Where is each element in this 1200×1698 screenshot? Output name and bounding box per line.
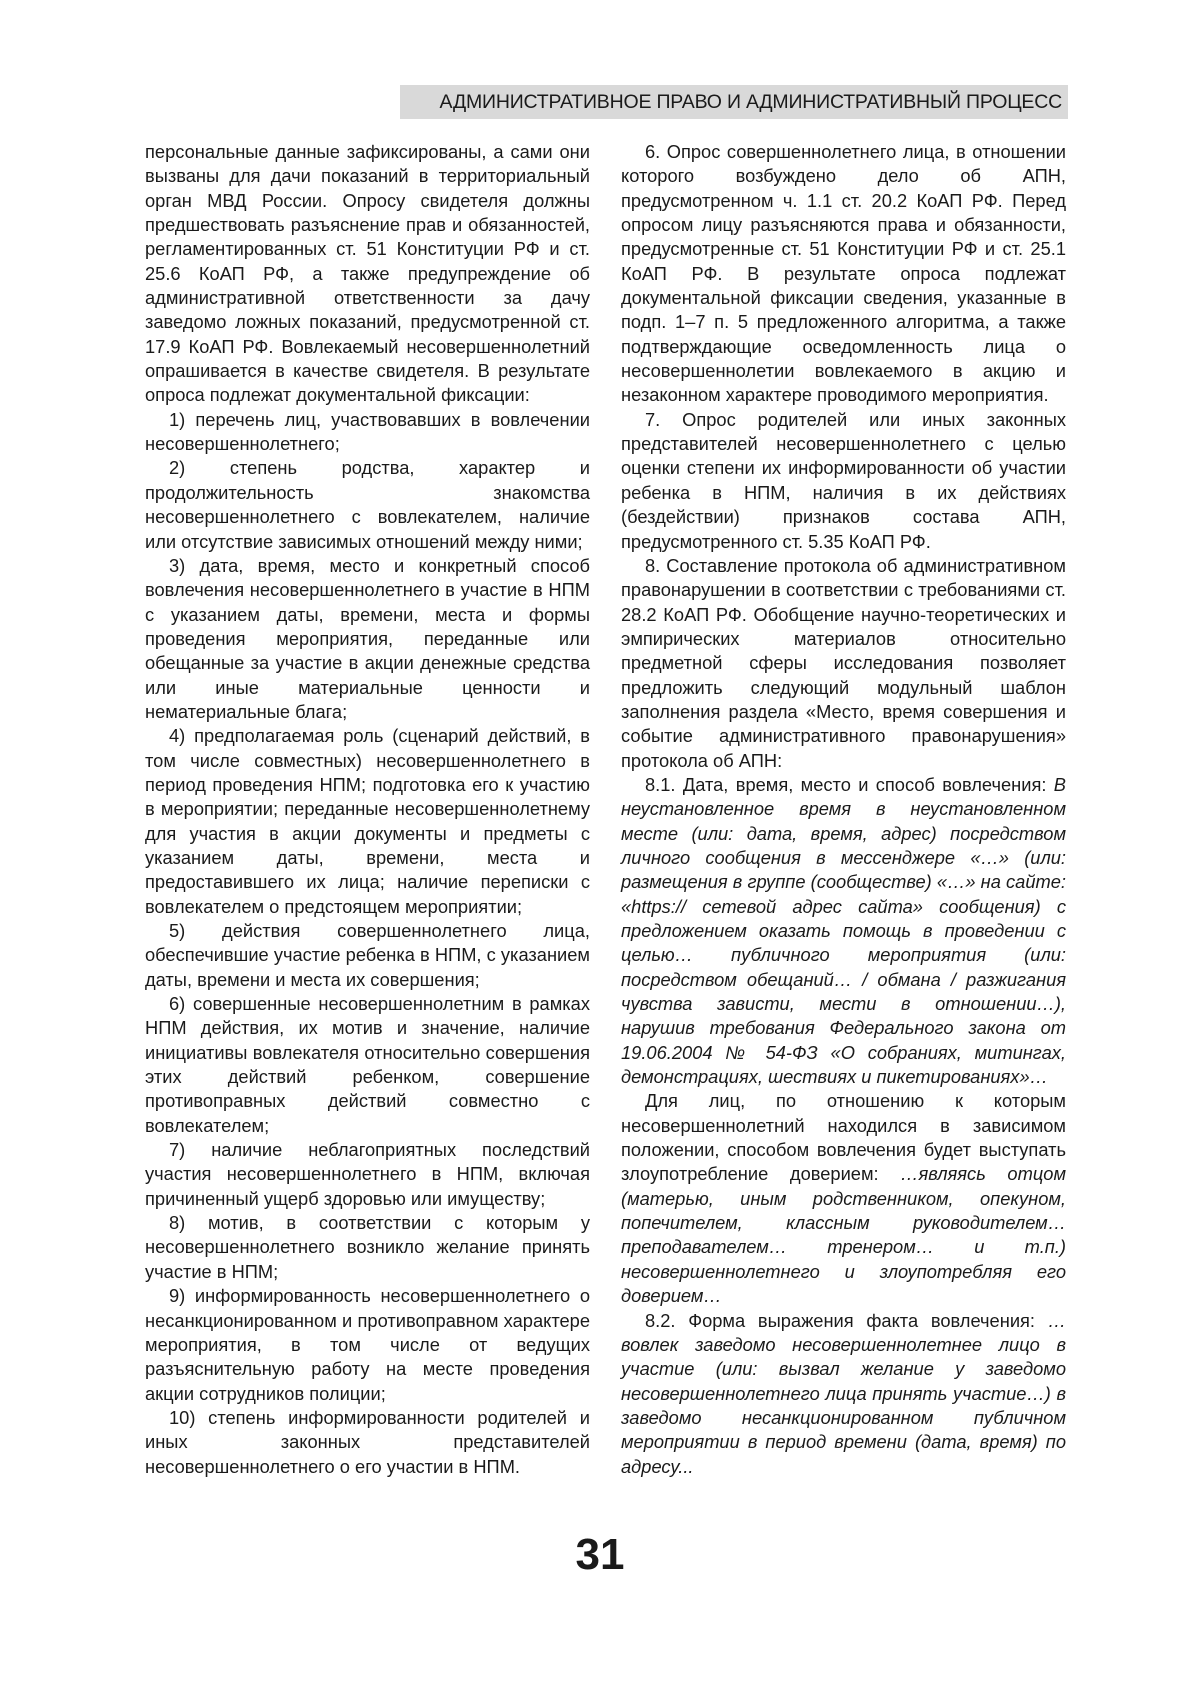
list-item-10: 10) степень информированности родителей и иных законных представителей несовершеннолетнего о его участии в НПМ. xyxy=(145,1406,590,1477)
paragraph-dependent-template: …являясь отцом (матерью, иным родственником, опекуном, попечителем, классным руководителем… преподавателем… тренером… и т.п.) несовершеннолетнего и злоупотребляя его доверием… xyxy=(621,1163,1066,1307)
paragraph-8-1 xyxy=(621,773,1066,1089)
left-column xyxy=(145,140,590,1479)
list-item-5: 5) действия совершеннолетнего лица, обеспечившие участие ребенка в НПМ, с указанием даты, времени и места их совершения; xyxy=(145,920,590,990)
paragraph-dependent-persons xyxy=(621,1089,1066,1308)
list-item-8: 8) мотив, в соответствии с которым у несовершеннолетнего возникло желание принять участие в НПМ; xyxy=(145,1212,590,1282)
paragraph-8-2-label: 8.2. Форма выражения факта вовлечения: xyxy=(645,1309,1048,1331)
paragraph-8: 8. Составление протокола об административном правонарушении в соответствии с требованиями ст. 28.2 КоАП РФ. Обобщение научно-теоретических и эмпирических материалов относительно предметной сферы исследования позволяет предложить следующий модульный шаблон заполнения раздела «Место, время совершения и событие административного правонарушения» протокола об АПН: xyxy=(621,554,1066,771)
list-item-9: 9) информированность несовершеннолетнего о несанкционированном и противоправном характере мероприятия, в том числе от ведущих разъяснительную работу на месте проведения акции сотрудников полиции; xyxy=(145,1285,590,1404)
list-item-4: 4) предполагаемая роль (сценарий действий, в том числе совместных) несовершеннолетнего в период проведения НПМ; подготовка его к участию в мероприятии; переданные несовершеннолетнему для участия в акции документы и предметы с указанием даты, времени, места и предоставившего их лица; наличие переписки с вовлекателем о предстоящем мероприятии; xyxy=(145,725,590,917)
list-item-1: 1) перечень лиц, участвовавших в вовлечении несовершеннолетнего; xyxy=(145,408,590,455)
paragraph-8-2 xyxy=(621,1309,1066,1479)
list-item-3: 3) дата, время, место и конкретный способ вовлечения несовершеннолетнего в участие в НПМ с указанием даты, времени, места и формы проведения мероприятия, переданные или обещанные за участие в акции денежные средства или иные материальные ценности и нематериальные блага; xyxy=(145,554,590,722)
list-item-7: 7) наличие неблагоприятных последствий участия несовершеннолетнего в НПМ, включая причиненный ущерб здоровью или имуществу; xyxy=(145,1139,590,1209)
paragraph-8-1-template: В неустановленное время в неустановленном месте (или: дата, время, адрес) посредством личного сообщения в мессенджере «…» (или: размещения в группе (сообществе) «…» на сайте: «https:// сетевой адрес сайта» сообщения) с предложением оказать помощь в проведении с целью… публичного мероприятия (или: посредством обещаний… / обмана / разжигания чувства зависти, мести в отношении…), нарушив требования Федерального закона от 19.06.2004 № 54-ФЗ «О собраниях, митингах, демонстрациях, шествиях и пикетированиях»… xyxy=(621,773,1066,1088)
right-column xyxy=(621,140,1066,1479)
paragraph-8-1-label: 8.1. Дата, время, место и способ вовлечения: xyxy=(645,773,1054,795)
paragraph-8-2-template: …вовлек заведомо несовершеннолетнее лицо в участие (или: вызвал желание у заведомо несовершеннолетнего лица принять участие…) в заведомо несанкционированном публичном мероприятии в период времени (дата, время) по адресу... xyxy=(621,1309,1066,1477)
list-item-2: 2) степень родства, характер и продолжительность знакомства несовершеннолетнего с вовлекателем, наличие или отсутствие зависимых отношений между ними; xyxy=(145,457,590,552)
list-item-6: 6) совершенные несовершеннолетним в рамках НПМ действия, их мотив и значение, наличие инициативы вовлекателя относительно совершения этих действий ребенком, совершение противоправных действий совместно с вовлекателем; xyxy=(145,993,590,1136)
paragraph-dependent-text: Для лиц, по отношению к которым несовершеннолетний находился в зависимом положении, способом вовлечения будет выступать злоупотребление доверием: xyxy=(621,1090,1066,1185)
paragraph-7: 7. Опрос родителей или иных законных представителей несовершеннолетнего с целью оценки степени их информированности об участии ребенка в НПМ, наличия в их действиях (бездействии) признаков состава АПН, предусмотренного ст. 5.35 КоАП РФ. xyxy=(621,408,1066,552)
running-header: АДМИНИСТРАТИВНОЕ ПРАВО И АДМИНИСТРАТИВНЫЙ ПРОЦЕСС xyxy=(400,85,1068,119)
intro-paragraph: персональные данные зафиксированы, а сами они вызваны для дачи показаний в территориальный орган МВД России. Опросу свидетеля должны предшествовать разъяснение прав и обязанностей, регламентированных ст. 51 Конституции РФ и ст. 25.6 КоАП РФ, а также предупреждение об административной ответственности за дачу заведомо ложных показаний, предусмотренной ст. 17.9 КоАП РФ. Вовлекаемый несовершеннолетний опрашивается в качестве свидетеля. В результате опроса подлежат документальной фиксации: xyxy=(145,141,590,406)
page-number: 31 xyxy=(575,1530,625,1579)
paragraph-6: 6. Опрос совершеннолетнего лица, в отношении которого возбуждено дело об АПН, предусмотренном ч. 1.1 ст. 20.2 КоАП РФ. Перед опросом лицу разъясняются права и обязанности, предусмотренные ст. 51 Конституции РФ и ст. 25.1 КоАП РФ. В результате опроса подлежат документальной фиксации сведения, указанные в подп. 1–7 п. 5 предложенного алгоритма, а также подтверждающие осведомленность лица о несовершеннолетии вовлекаемого в акцию и незаконном характере проводимого мероприятия. xyxy=(621,141,1066,406)
